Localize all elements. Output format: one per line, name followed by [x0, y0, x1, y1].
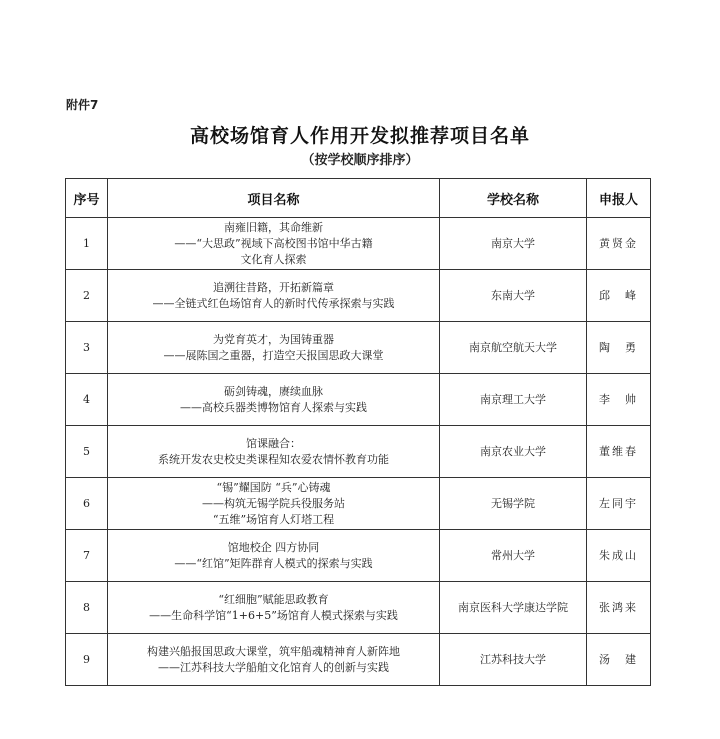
row-number: 3	[66, 322, 108, 374]
applicant-name: 左同宇	[587, 478, 651, 530]
row-number: 4	[66, 374, 108, 426]
project-name-line: 为党育英才，为国铸重器	[213, 332, 334, 346]
row-number: 2	[66, 270, 108, 322]
table-row	[66, 530, 651, 582]
applicant-name: 张鸿来	[587, 582, 651, 634]
project-table	[65, 178, 651, 686]
applicant-name: 邱 峰	[587, 270, 651, 322]
project-name-line: 馆课融合：	[246, 436, 301, 450]
page-title: 高校场馆育人作用开发拟推荐项目名单	[189, 125, 530, 147]
applicant-name: 陶 勇	[587, 322, 651, 374]
project-name-line: ——江苏科技大学船舶文化馆育人的创新与实践	[158, 660, 389, 674]
project-name-cell	[108, 426, 440, 478]
project-name-cell	[108, 374, 440, 426]
table-row	[66, 374, 651, 426]
applicant-name: 朱成山	[587, 530, 651, 582]
project-name-line: 系统开发农史校史类课程知农爱农情怀教育功能	[158, 452, 389, 466]
column-header-project: 项目名称	[108, 179, 440, 218]
column-header-no: 序号	[66, 179, 108, 218]
school-name: 南京大学	[440, 218, 587, 270]
project-name-line: “红细胞”赋能思政教育	[218, 592, 329, 606]
school-name: 江苏科技大学	[440, 634, 587, 686]
project-name-line: 追溯往昔路，开拓新篇章	[213, 280, 334, 294]
applicant-name: 董维春	[587, 426, 651, 478]
school-name: 东南大学	[440, 270, 587, 322]
column-header-applicant: 申报人	[587, 179, 651, 218]
applicant-name: 黄贤金	[587, 218, 651, 270]
column-header-school: 学校名称	[440, 179, 587, 218]
row-number: 9	[66, 634, 108, 686]
school-name: 常州大学	[440, 530, 587, 582]
table-row	[66, 634, 651, 686]
row-number: 6	[66, 478, 108, 530]
project-name-line: ——生命科学馆“1+6+5”场馆育人模式探索与实践	[149, 608, 398, 622]
applicant-name: 李 帅	[587, 374, 651, 426]
project-name-line: 文化育人探索	[240, 252, 307, 266]
table-row	[66, 322, 651, 374]
row-number: 8	[66, 582, 108, 634]
project-name-line: ——高校兵器类博物馆育人探索与实践	[180, 400, 367, 414]
attachment-label: 附件7	[66, 98, 99, 112]
school-name: 南京理工大学	[440, 374, 587, 426]
table-row	[66, 270, 651, 322]
project-name-line: “锡”耀国防 “兵”心铸魂	[216, 480, 331, 494]
table-row	[66, 582, 651, 634]
project-name-cell	[108, 634, 440, 686]
school-name: 南京农业大学	[440, 426, 587, 478]
table-row	[66, 478, 651, 530]
school-name: 南京医科大学康达学院	[440, 582, 587, 634]
project-name-line: 馆地校企 四方协同	[227, 540, 320, 554]
row-number: 1	[66, 218, 108, 270]
project-name-cell	[108, 478, 440, 530]
table-header-row	[66, 179, 651, 218]
project-name-line: ——全链式红色场馆育人的新时代传承探索与实践	[152, 296, 395, 310]
project-name-line: 砺剑铸魂，赓续血脉	[224, 384, 323, 398]
project-name-line: ——“大思政”视域下高校图书馆中华古籍	[174, 236, 373, 250]
row-number: 7	[66, 530, 108, 582]
table-row	[66, 218, 651, 270]
project-name-cell	[108, 582, 440, 634]
project-name-cell	[108, 218, 440, 270]
project-name-line: ——构筑无锡学院兵役服务站	[202, 496, 345, 510]
project-name-cell	[108, 270, 440, 322]
project-name-cell	[108, 322, 440, 374]
table-row	[66, 426, 651, 478]
project-name-line: 南雍旧籍，其命维新	[224, 220, 323, 234]
project-name-line: 构建兴船报国思政大课堂，筑牢船魂精神育人新阵地	[147, 644, 400, 658]
school-name: 无锡学院	[440, 478, 587, 530]
project-name-line: ——展陈国之重器，打造空天报国思政大课堂	[163, 348, 384, 362]
row-number: 5	[66, 426, 108, 478]
project-name-line: “五维”场馆育人灯塔工程	[212, 512, 335, 526]
page-subtitle: （按学校顺序排序）	[301, 153, 419, 168]
project-name-cell	[108, 530, 440, 582]
school-name: 南京航空航天大学	[440, 322, 587, 374]
project-name-line: ——“红馆”矩阵群育人模式的探索与实践	[174, 556, 373, 570]
applicant-name: 汤 建	[587, 634, 651, 686]
